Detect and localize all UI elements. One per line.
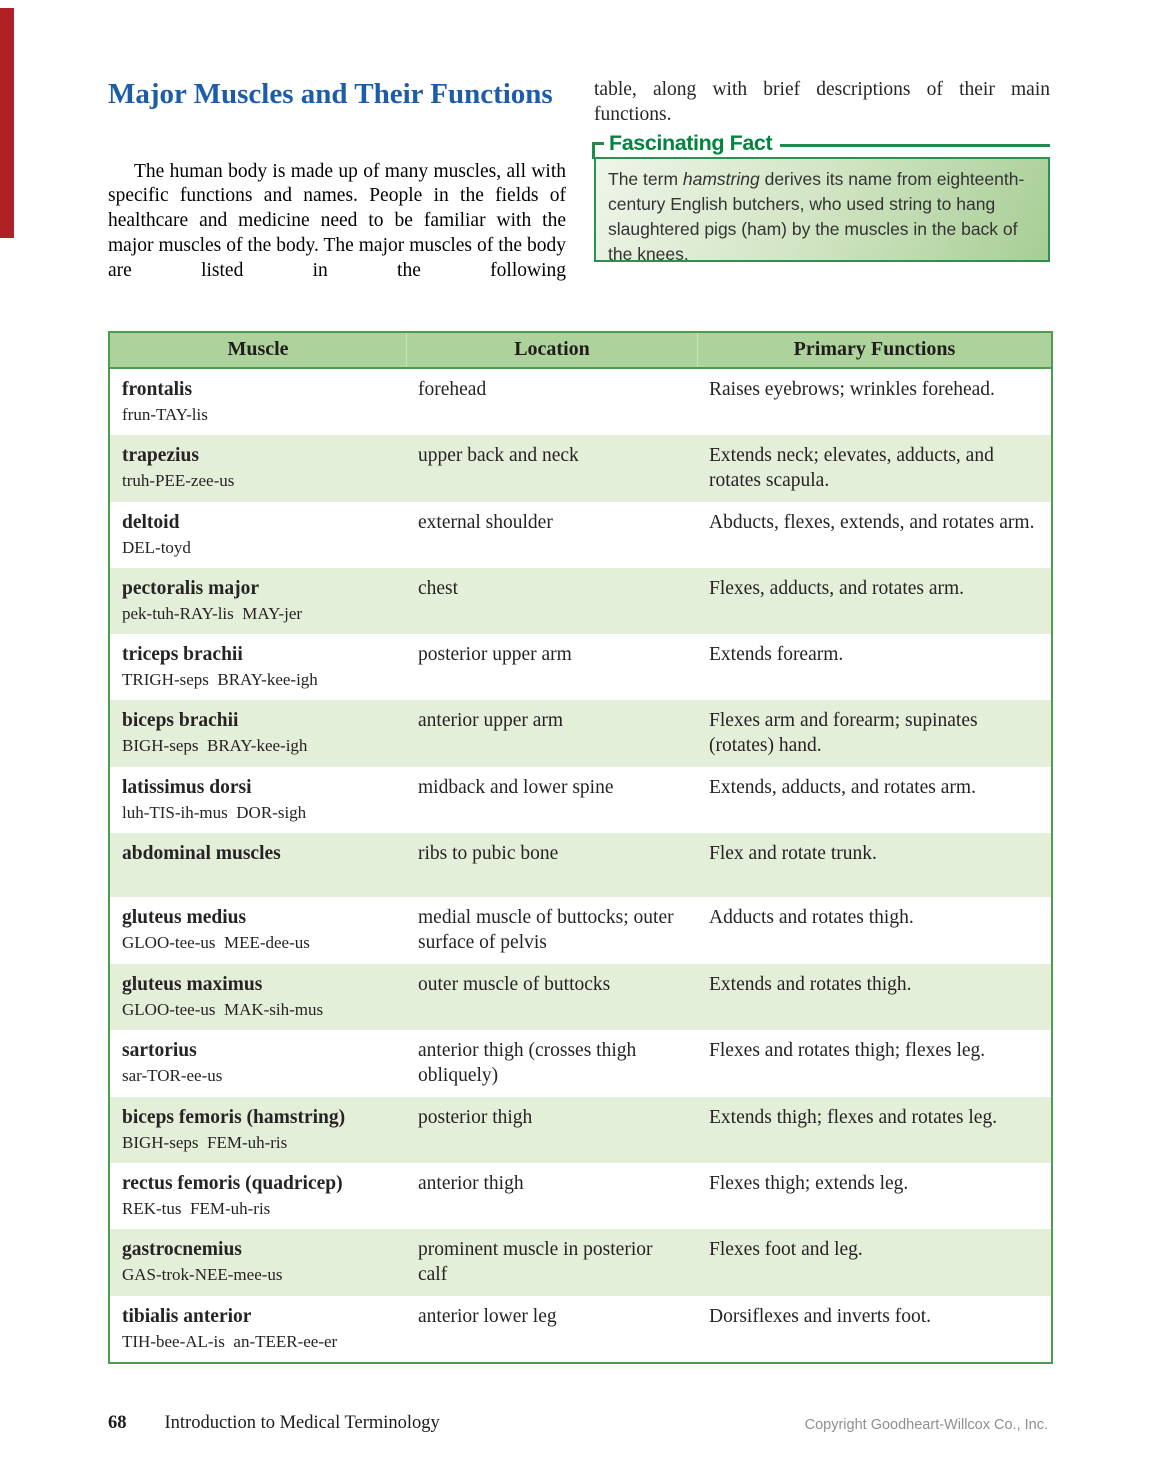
muscle-cell	[110, 767, 406, 833]
muscle-name: deltoid	[122, 512, 180, 533]
functions-cell: Flexes, adducts, and rotates arm.	[709, 578, 965, 599]
muscle-name: gluteus medius	[122, 907, 247, 928]
muscle-name: gluteus maximus	[122, 974, 263, 995]
muscle-pronunciation: BIGH-seps BRAY-kee-igh	[122, 736, 308, 755]
muscle-cell	[110, 435, 406, 502]
location-cell: anterior upper arm	[418, 710, 564, 731]
column-header-location: Location	[406, 333, 697, 367]
fact-horizontal-rule	[780, 144, 1050, 147]
muscles-table-body	[110, 369, 1051, 1362]
book-title: Introduction to Medical Terminology	[164, 1413, 440, 1433]
functions-cell: Dorsiflexes and inverts foot.	[709, 1306, 932, 1327]
muscle-name: rectus femoris (quadricep)	[122, 1173, 343, 1194]
functions-cell: Extends neck; elevates, adducts, and rotates scapula.	[709, 445, 994, 491]
footer-left	[108, 1413, 440, 1434]
table-row	[110, 634, 1051, 700]
muscle-name: triceps brachii	[122, 644, 243, 665]
muscle-pronunciation: DEL-toyd	[122, 538, 191, 557]
muscle-cell	[110, 1097, 406, 1163]
functions-cell: Flexes thigh; extends leg.	[709, 1173, 909, 1194]
table-row	[110, 700, 1051, 767]
muscle-cell	[110, 700, 406, 767]
fact-italic-term: hamstring	[682, 169, 760, 189]
intro-paragraph-left-column: The human body is made up of many muscles, all with specific functions and names. People in the fields of healthcare and medicine need to be familiar with the major muscles of the body. The major muscles of the body are listed in the following	[108, 160, 566, 281]
muscle-pronunciation: sar-TOR-ee-us	[122, 1066, 223, 1085]
location-cell: anterior thigh (crosses thigh obliquely)	[418, 1040, 637, 1086]
functions-cell: Flexes and rotates thigh; flexes leg.	[709, 1040, 986, 1061]
table-row	[110, 568, 1051, 634]
muscle-cell	[110, 568, 406, 634]
functions-cell: Extends, adducts, and rotates arm.	[709, 777, 976, 798]
muscle-cell	[110, 964, 406, 1030]
fact-text-after: derives its name from eighteenth-century English butchers, who used string to hang slaughtered pigs (ham) by the muscles in the back of the knees.	[608, 169, 1025, 264]
functions-cell: Extends forearm.	[709, 644, 844, 665]
muscle-cell	[110, 502, 406, 568]
muscles-table-header-row	[110, 333, 1051, 369]
functions-cell: Adducts and rotates thigh.	[709, 907, 914, 928]
muscle-pronunciation: TIH-bee-AL-is an-TEER-ee-er	[122, 1332, 338, 1351]
column-header-primary-functions: Primary Functions	[697, 333, 1051, 367]
location-cell: medial muscle of buttocks; outer surface of pelvis	[418, 907, 674, 953]
muscle-name: latissimus dorsi	[122, 777, 252, 798]
location-cell: chest	[418, 578, 459, 599]
location-cell: ribs to pubic bone	[418, 843, 559, 864]
muscle-pronunciation: REK-tus FEM-uh-ris	[122, 1199, 271, 1218]
location-cell: prominent muscle in posterior calf	[418, 1239, 653, 1285]
muscle-cell	[110, 1296, 406, 1362]
intro-paragraph-right-column: table, along with brief descriptions of their main functions.	[594, 78, 1050, 125]
muscle-cell	[110, 634, 406, 700]
muscle-pronunciation: pek-tuh-RAY-lis MAY-jer	[122, 604, 303, 623]
muscle-name: gastrocnemius	[122, 1239, 242, 1260]
location-cell: outer muscle of buttocks	[418, 974, 611, 995]
location-cell: forehead	[418, 379, 487, 400]
muscle-pronunciation: luh-TIS-ih-mus DOR-sigh	[122, 803, 307, 822]
table-row	[110, 897, 1051, 964]
page-title: Major Muscles and Their Functions	[108, 78, 553, 111]
copyright-notice: Copyright Goodheart-Willcox Co., Inc.	[804, 1417, 1048, 1433]
muscle-pronunciation: GLOO-tee-us MAK-sih-mus	[122, 1000, 324, 1019]
location-cell: posterior upper arm	[418, 644, 572, 665]
location-cell: anterior lower leg	[418, 1306, 557, 1327]
muscle-name: biceps brachii	[122, 710, 239, 731]
muscle-cell	[110, 897, 406, 964]
fascinating-fact-box	[594, 157, 1050, 262]
table-row	[110, 833, 1051, 897]
muscle-pronunciation: GAS-trok-NEE-mee-us	[122, 1265, 283, 1284]
location-cell: upper back and neck	[418, 445, 579, 466]
muscle-name: biceps femoris (hamstring)	[122, 1107, 346, 1128]
muscle-name: abdominal muscles	[122, 843, 281, 864]
muscle-cell	[110, 1030, 406, 1097]
muscles-table	[108, 331, 1053, 1364]
muscle-name: frontalis	[122, 379, 193, 400]
location-cell: external shoulder	[418, 512, 553, 533]
muscle-cell	[110, 1229, 406, 1296]
table-row	[110, 435, 1051, 502]
location-cell: anterior thigh	[418, 1173, 524, 1194]
muscle-pronunciation: GLOO-tee-us MEE-dee-us	[122, 933, 310, 952]
chapter-bleed-tab	[0, 8, 14, 238]
muscle-cell	[110, 369, 406, 435]
muscle-name: pectoralis major	[122, 578, 259, 599]
location-cell: posterior thigh	[418, 1107, 533, 1128]
functions-cell: Flex and rotate trunk.	[709, 843, 877, 864]
page-number: 68	[108, 1413, 127, 1433]
functions-cell: Extends and rotates thigh.	[709, 974, 912, 995]
muscle-cell	[110, 1163, 406, 1229]
table-row	[110, 369, 1051, 435]
muscle-name: tibialis anterior	[122, 1306, 252, 1327]
table-row	[110, 502, 1051, 568]
muscle-cell	[110, 833, 406, 897]
table-row	[110, 1229, 1051, 1296]
muscle-pronunciation: truh-PEE-zee-us	[122, 471, 235, 490]
table-row	[110, 964, 1051, 1030]
table-row	[110, 767, 1051, 833]
table-row	[110, 1296, 1051, 1362]
muscle-name: trapezius	[122, 445, 199, 466]
functions-cell: Flexes arm and forearm; supinates (rotates) hand.	[709, 710, 978, 756]
muscle-pronunciation: TRIGH-seps BRAY-kee-igh	[122, 670, 318, 689]
table-row	[110, 1163, 1051, 1229]
muscle-pronunciation: BIGH-seps FEM-uh-ris	[122, 1133, 288, 1152]
functions-cell: Abducts, flexes, extends, and rotates arm.	[709, 512, 1035, 533]
table-row	[110, 1097, 1051, 1163]
fact-text-before: The term	[608, 169, 683, 189]
muscle-pronunciation: frun-TAY-lis	[122, 405, 208, 424]
functions-cell: Raises eyebrows; wrinkles forehead.	[709, 379, 995, 400]
muscle-name: sartorius	[122, 1040, 197, 1061]
location-cell: midback and lower spine	[418, 777, 614, 798]
fascinating-fact-header	[592, 130, 1050, 159]
fascinating-fact-heading: Fascinating Fact	[609, 131, 773, 155]
functions-cell: Flexes foot and leg.	[709, 1239, 863, 1260]
table-row	[110, 1030, 1051, 1097]
column-header-muscle: Muscle	[227, 338, 289, 360]
functions-cell: Extends thigh; flexes and rotates leg.	[709, 1107, 998, 1128]
